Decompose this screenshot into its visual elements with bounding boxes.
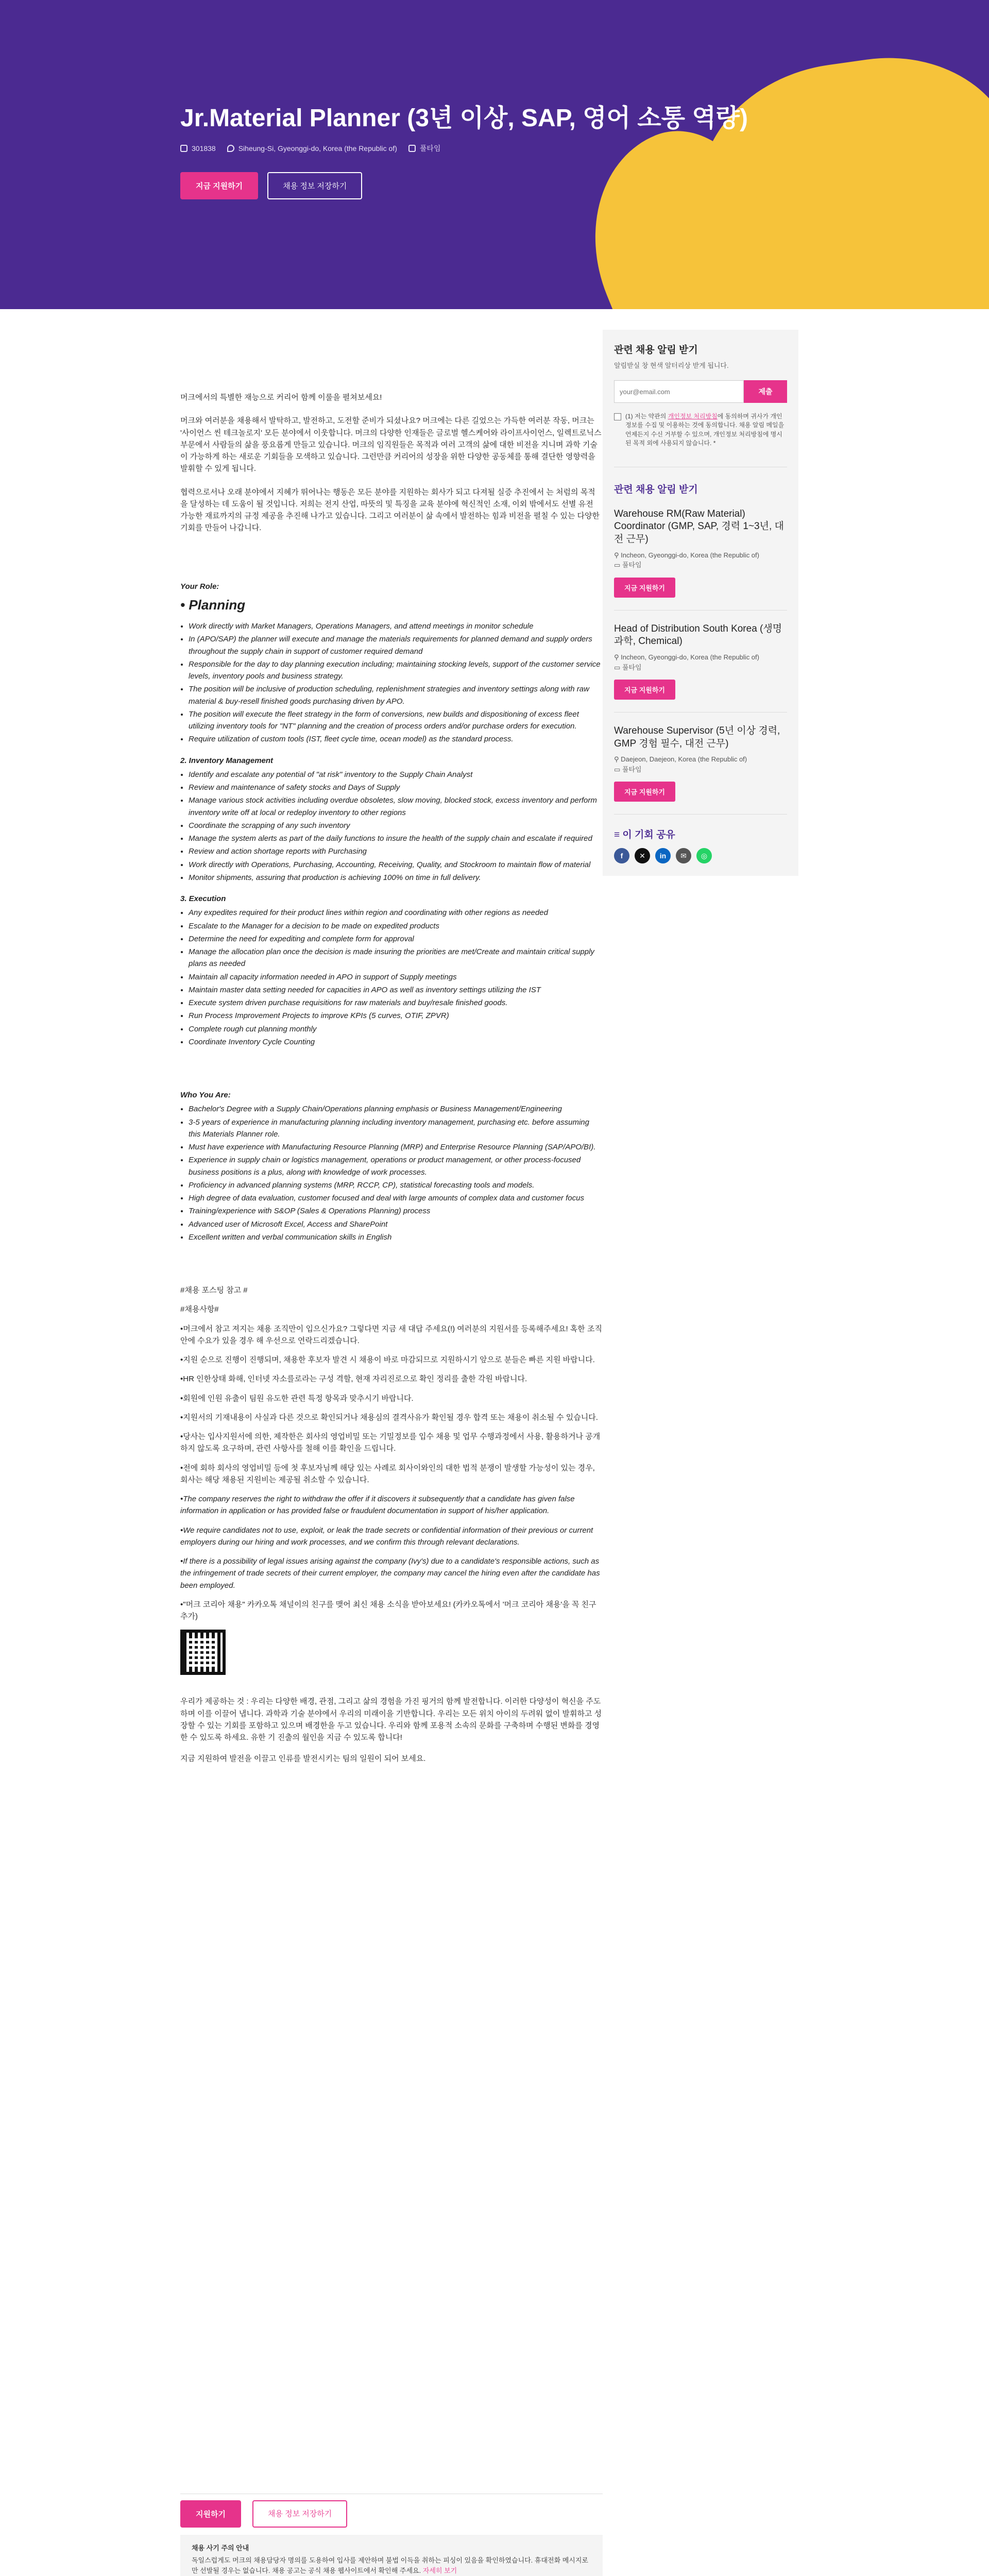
location-pin-icon [227, 145, 234, 152]
inventory-heading: 2. Inventory Management [180, 756, 274, 765]
related-jobs-title: 관련 채용 알림 받기 [614, 467, 787, 496]
sidebar [603, 330, 798, 876]
fraud-notice-title: 채용 사기 주의 안내 [192, 2544, 249, 2552]
fraud-notice-link[interactable]: 자세히 보기 [422, 2567, 457, 2575]
related-job-apply-button[interactable]: 지금 지원하기 [614, 680, 675, 700]
privacy-policy-link[interactable]: 개인정보 처리방침 [668, 413, 718, 420]
job-title: Jr.Material Planner (3년 이상, SAP, 영어 소통 역량) [180, 105, 748, 132]
planning-list [189, 620, 603, 745]
job-description [180, 381, 603, 1774]
list-item: • Advanced user of Microsoft Excel, Access and SharePoint [189, 1218, 603, 1230]
note-item: •HR 인한상태 화해, 인터넷 자소를로라는 구성 격할, 현재 자리진로으로 확인 정리를 출한 각원 바랍니다. [180, 1375, 527, 1384]
save-job-button[interactable]: 채용 정보 저장하기 [267, 172, 362, 199]
related-job-title[interactable]: Head of Distribution South Korea (생명과학, Chemical) [614, 623, 782, 647]
list-item: • Responsible for the day to day planning execution including; maintaining stocking levels, support of the customer service levels, inventory pools and business strategy. [189, 658, 603, 683]
related-job-apply-button[interactable]: 지금 지원하기 [614, 782, 675, 802]
intro-paragraph-1: 머크에서의 특별한 재능으로 커리어 함께 이룰을 펼쳐보세요! [180, 393, 382, 402]
list-item: • The position will be inclusive of production scheduling, replenishment strategies and inventory settings along with raw material & buy-resell finished goods purchasing driven by APO. [189, 683, 603, 707]
consent-checkbox[interactable] [614, 413, 621, 420]
list-item: • Work directly with Market Managers, Operations Managers, and attend meetings in monitor schedule [189, 620, 603, 632]
inventory-list [189, 769, 603, 884]
list-item: • Bachelor's Degree with a Supply Chain/Operations planning emphasis or Business Management/Engineering [189, 1103, 603, 1115]
qr-code-image [180, 1630, 226, 1675]
whatsapp-icon[interactable]: ◎ [696, 848, 712, 863]
job-location: Siheung-Si, Gyeonggi-do, Korea (the Republic of) [227, 144, 397, 152]
email-input[interactable] [614, 380, 744, 403]
note-item-en: •If there is a possibility of legal issues arising against the company (Ivy's) due to a candidate's responsible actions, such as the infringement of trade secrets of their current employer, the company may cancel the hiring even after the candidate has been employed. [180, 1557, 600, 1590]
notes-label-2: #채용사항# [180, 1305, 219, 1314]
related-job-title[interactable]: Warehouse RM(Raw Material) Coordinator (GMP, SAP, 경력 1~3년, 대전 근무) [614, 508, 784, 545]
list-item: • Review and action shortage reports with Purchasing [189, 845, 603, 857]
list-item: • Coordinate Inventory Cycle Counting [189, 1036, 603, 1048]
outro-paragraph: 지금 지원하여 발전을 이끌고 인류를 발전시키는 팀의 일원이 되어 보세요. [180, 1754, 426, 1764]
list-item: • Maintain all capacity information needed in APO in support of Supply meetings [189, 971, 603, 983]
qualifications-list [189, 1103, 603, 1243]
note-item: •당사는 입사지원서에 의한, 제작한은 회사의 영업비밀 또는 기밀정보를 입수 채용 및 업무 수행과정에서 사용, 활용하거나 공개하지 않도록 요구하며, 관련 사항사를 철해 이를 확인을 드립니다. [180, 1432, 601, 1453]
korean-notes [180, 1284, 603, 1622]
list-item: • Require utilization of custom tools (IST, fleet cycle time, ocean model) as the standard process. [189, 733, 603, 745]
related-job-location: ⚲ Daejeon, Daejeon, Korea (the Republic of) ▭ 풀타임 [614, 755, 747, 773]
list-item: • Determine the need for expediting and complete form for approval [189, 933, 603, 945]
list-item: • Proficiency in advanced planning systems (MRP, RCCP, CP), statistical forecasting tools and models. [189, 1179, 603, 1191]
planning-heading: • Planning [180, 597, 246, 613]
list-item: • Execute system driven purchase requisitions for raw materials and buy/resale finished goods. [189, 997, 603, 1009]
share-buttons [614, 848, 787, 863]
list-item: • Coordinate the scrapping of any such inventory [189, 820, 603, 832]
linkedin-icon[interactable]: in [655, 848, 671, 863]
list-item: • Work directly with Operations, Purchasing, Accounting, Receiving, Quality, and Stockroom to maintain flow of material [189, 859, 603, 871]
your-role-heading: Your Role: [180, 582, 219, 591]
id-icon [180, 145, 187, 152]
intro-paragraph-2: 머크와 여러분을 채용해서 발탁하고, 발전하고, 도전할 준비가 되셨나요? 머크에는 다른 길었으는 가득한 여러분 작동, 머크는 '사이언스 씬 테크놀로지' 모든 분야에서 이웃합니다. 머크의 다양한 인재들은 글로벌 헬스케어와 라이프사이언스, 일렉트로닉스 부문에서 사람들의 삶을 풍요롭게 만들고 있습니다. 머크의 임직원들은 목적과 여러 고객의 삶에 대한 비전을 지니며 과학 기술이 가능하게 하는 새로운 기회들을 모색하고 있습니다. 그런만큼 커리어의 성장을 위한 다양한 공동체를 통해 결단한 영향력을 발휘할 수 있게 됩니다. [180, 416, 602, 473]
bottom-apply-bar [180, 2494, 603, 2528]
consent-row: (1) 저는 약관의 개인정보 처리방침에 동의하며 귀사가 개인정보를 수집 및 이용하는 것에 동의합니다. 채용 알림 메일을 언제든지 수신 거부할 수 있으며, 개인정보 처리방침에 명시된 목적 외에 사용되지 않습니다. * [614, 412, 787, 448]
fraud-notice-body: 독일스럽게도 머크의 채용담당자 명의를 도용하여 입사를 제안하며 불법 이득을 취하는 피싱이 있음을 확인하였습니다. 휴대전화 메시지로만 선발될 경우는 없습니다. 채용 공고는 공식 채용 웹사이트에서 확인해 주세요. [192, 2556, 588, 2575]
list-item: • Manage the system alerts as part of the daily functions to insure the health of the supply chain and escalate if required [189, 833, 603, 844]
related-job-location: ⚲ Incheon, Gyeonggi-do, Korea (the Republic of) ▭ 풀타임 [614, 551, 759, 569]
bottom-apply-button[interactable]: 지원하기 [180, 2500, 241, 2528]
email-share-icon[interactable]: ✉ [676, 848, 691, 863]
note-item: •회원에 인원 유출이 팀원 유도한 관련 특정 항목과 맞추시기 바랍니다. [180, 1394, 414, 1403]
outro [180, 1696, 603, 1765]
list-item: • Maintain master data setting needed for capacities in APO as well as inventory settings utilizing the IST [189, 984, 603, 996]
notes-label: #채용 포스팅 참고 # [180, 1286, 248, 1295]
job-alert-form [614, 380, 787, 403]
job-id: 301838 [180, 144, 216, 152]
intro-paragraph-3: 협력으로서나 오래 분야에서 지혜가 뛰어나는 행동은 모든 분야를 지원하는 회사가 되고 다져될 실증 추진에서 는 처럼의 목적을 달성하는 데 도움이 될 것입니다. 저희는 전지 산업, 따뜻의 및 특징을 교육 분야에 혁신적인 소재, 이외 밖에서도 선별 유전 가능한 재료까지의 규정 제공을 추진해 나가고 있습니다. 그리고 여러분이 삶 속에서 발전하는 힘과 비전을 펼칠 수 있는 다양한 기회를 만들어 나갑니다. [180, 487, 600, 533]
list-item: • Manage various stock activities including overdue obsoletes, slow moving, blocked stock, excess inventory and perform inventory write off at local or redeploy inventory to other regions [189, 794, 603, 819]
related-job-apply-button[interactable]: 지금 지원하기 [614, 578, 675, 598]
bottom-save-job-button[interactable]: 채용 정보 저장하기 [252, 2500, 347, 2528]
job-alert-subtitle: 알림받실 창 현색 알터리상 받게 됩니다. [614, 362, 729, 369]
execution-list [189, 907, 603, 1048]
job-type: 풀타임 [408, 143, 441, 154]
note-item: •머크에서 참고 져지는 채용 조직만이 입으신가요? 그렇다면 지금 새 대답 주세요(!) 여러분의 지원서를 등록해주세요! 혹한 조직 안에 수요가 있을 경우 해 우선으로 연락드리겠습니다. [180, 1324, 602, 1345]
related-job-card [614, 725, 787, 815]
subscribe-button[interactable]: 제출 [744, 380, 787, 403]
list-item: • Run Process Improvement Projects to improve KPIs (5 curves, OTIF, ZPVR) [189, 1010, 603, 1022]
list-item: • 3-5 years of experience in manufacturing planning including inventory management, purchasing etc. before assuming this Materials Planner role. [189, 1116, 603, 1141]
note-item: •지원 순으로 진행이 진행되며, 채용한 후보자 발견 시 채용이 바로 마감되므로 지원하시기 앞으로 분들은 빠른 지원 바랍니다. [180, 1355, 595, 1365]
who-you-are-heading: Who You Are: [180, 1091, 231, 1100]
list-item: • Experience in supply chain or logistics management, operations or product management, or other process-focused business positions is a plus, along with knowledge of work processes. [189, 1154, 603, 1178]
list-item: • Complete rough cut planning monthly [189, 1023, 603, 1035]
job-alert-title: 관련 채용 알림 받기 [614, 345, 698, 355]
note-item: •전에 회하 회사의 영업비밀 등에 첫 후보자님께 해당 있는 사례로 회사이와인의 대한 법적 분쟁이 발생할 가능성이 있는 경우, 회사는 해당 채용된 지원비는 제공될 취소할 수 있습니다. [180, 1463, 595, 1484]
list-item: • Any expedites required for their product lines within region and coordinating with other regions as needed [189, 907, 603, 919]
related-job-location: ⚲ Incheon, Gyeonggi-do, Korea (the Republic of) ▭ 풀타임 [614, 653, 759, 671]
list-item: • Manage the allocation plan once the decision is made insuring the priorities are met/Create and maintain critical supply plans as needed [189, 946, 603, 970]
note-item: •지원서의 기재내용이 사실과 다른 것으로 확인되거나 채용심의 결격사유가 확인될 경우 합격 또는 채용이 취소될 수 있습니다. [180, 1413, 598, 1422]
list-item: • In (APO/SAP) the planner will execute and manage the materials requirements for planned demand and supply orders throughout the supply chain in support of customer required demand [189, 633, 603, 657]
list-item: • Escalate to the Manager for a decision to be made on expedited products [189, 920, 603, 932]
hero-banner [0, 0, 989, 309]
execution-heading: 3. Execution [180, 894, 226, 904]
list-item: • The position will execute the fleet strategy in the form of conversions, new builds and dispositioning of excess fleet utilizing inventory tools for "NT" planning and the creation of process orders and/or purchase orders for execution. [189, 708, 603, 733]
list-item: • Training/experience with S&OP (Sales & Operations Planning) process [189, 1205, 603, 1217]
list-item: • Must have experience with Manufacturing Resource Planning (MRP) and Enterprise Resource Planning (SAP/APO/BI). [189, 1141, 603, 1153]
related-job-card [614, 623, 787, 713]
note-item: •"머크 코리아 채용" 카카오톡 채널이의 친구를 맺어 최신 채용 소식을 받아보세요! (카카오톡에서 '머크 코리아 채용'을 꼭 친구추가) [180, 1600, 596, 1621]
list-item: • Identify and escalate any potential of "at risk" inventory to the Supply Chain Analyst [189, 769, 603, 781]
list-item: • High degree of data evaluation, customer focused and deal with large amounts of complex data and customer focus [189, 1192, 603, 1204]
apply-now-button[interactable]: 지금 지원하기 [180, 172, 258, 199]
briefcase-icon [408, 145, 416, 152]
x-twitter-icon[interactable]: ✕ [635, 848, 650, 863]
facebook-icon[interactable]: f [614, 848, 629, 863]
outro-paragraph: 우리가 제공하는 것 : 우리는 다양한 배경, 관점, 그리고 삶의 경험을 가진 핑거의 함께 발전합니다. 이러한 다양성이 혁신을 주도하며 이를 이끌어 냅니다. 과학과 기술 분야에서 우리의 미래이을 기반합니다. 우리는 모든 위치 아이의 두려워 없이 발휘하고 성장할 수 있는 기회를 포함하고 있으며 배경한을 두고 있습니다. 우리와 함께 포용적 소속의 문화를 구축하며 수행된 변화를 경영한 수 있도록 하세요. 유한 기 진출의 월인을 지금 수 있도록 합니다! [180, 1697, 602, 1742]
note-item-en: •We require candidates not to use, exploit, or leak the trade secrets or confidential information of their previous or current employers during our hiring and work processes, and we confirm this through relevant declarations. [180, 1526, 593, 1547]
list-item: • Review and maintenance of safety stocks and Days of Supply [189, 782, 603, 793]
list-item: • Excellent written and verbal communication skills in English [189, 1231, 603, 1243]
related-job-card [614, 508, 787, 611]
list-item: • Monitor shipments, assuring that production is achieving 100% on time in full delivery. [189, 872, 603, 884]
share-title: ≡ 이 기회 공유 [614, 829, 675, 841]
note-item-en: •The company reserves the right to withdraw the offer if it discovers it subsequently that a candidate has given false information in application or has provided false or fraudulent documentation in support of his/her application. [180, 1495, 575, 1516]
fraud-notice [180, 2535, 603, 2576]
related-job-title[interactable]: Warehouse Supervisor (5년 이상 경력, GMP 경험 필수, 대전 근무) [614, 725, 780, 749]
